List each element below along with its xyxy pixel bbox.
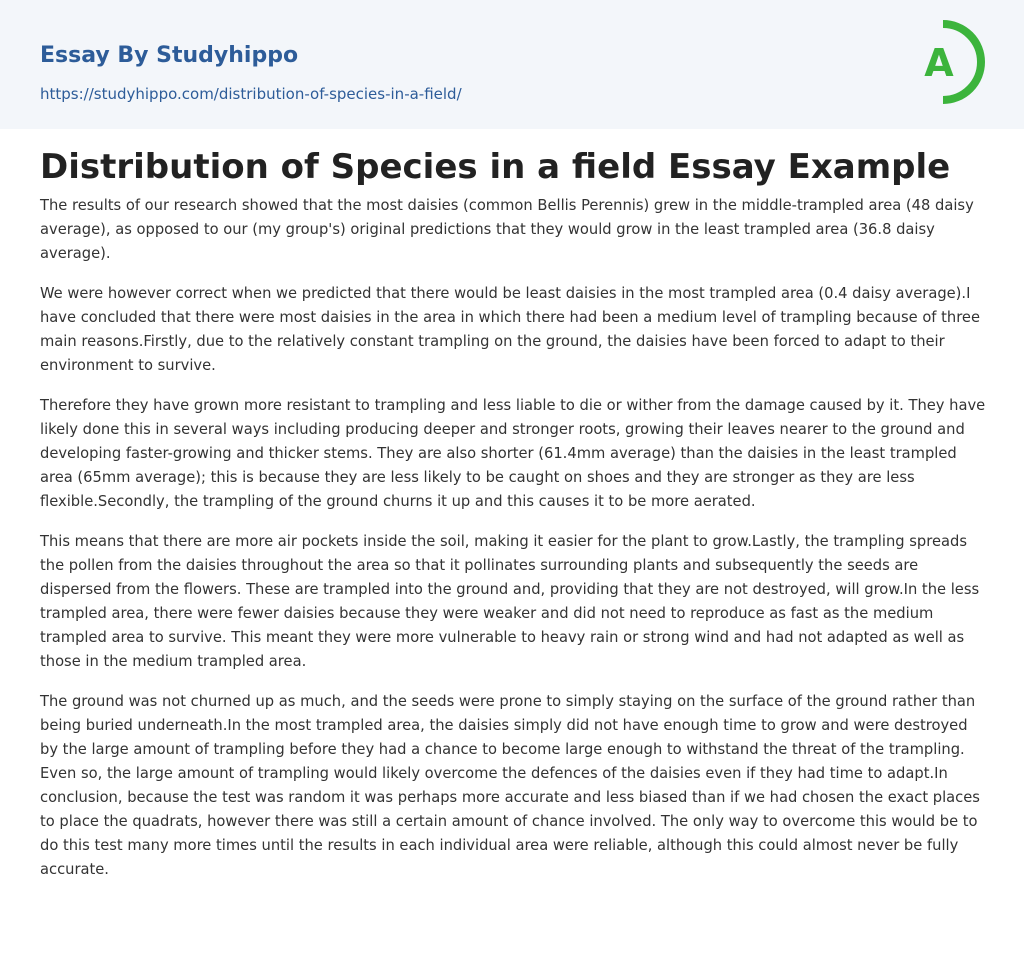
essay-paragraph: The results of our research showed that the most daisies (common Bellis Perennis) grew in the middle-trampled area (48 daisy average), as opposed to our (my group's) original predictions that they would grow in the least trampled area (36.8 daisy average). bbox=[40, 197, 974, 262]
essay-title: Distribution of Species in a field Essay Example bbox=[40, 147, 951, 187]
essay-paragraph: Therefore they have grown more resistant to trampling and less liable to die or wither from the damage caused by it. They have likely done this in several ways including producing deeper and stronger roots, growing their leaves nearer to the ground and developing faster-growing and thicker stems. They are also shorter (61.4mm average) than the daisies in the least trampled area (65mm average); this is because they are less likely to be caught on shoes and they are stronger as they are less flexible.Secondly, the trampling of the ground churns it up and this causes it to be more aerated. bbox=[40, 397, 986, 510]
essay-paragraph: This means that there are more air pockets inside the soil, making it easier for the plant to grow.Lastly, the trampling spreads the pollen from the daisies throughout the area so that it pollinates surrounding plants and subsequently the seeds are dispersed from the flowers. These are trampled into the ground and, providing that they are not destroyed, will grow.In the less trampled area, there were fewer daisies because they were weaker and did not need to reproduce as fast as the medium trampled area to survive. This meant they were more vulnerable to heavy rain or strong wind and had not adapted as well as those in the medium trampled area. bbox=[40, 533, 980, 670]
logo-letter: A bbox=[924, 41, 954, 85]
brand-title: Essay By Studyhippo bbox=[40, 43, 299, 68]
essay-paragraph: We were however correct when we predicted that there would be least daisies in the most trampled area (0.4 daisy average).I have concluded that there were most daisies in the area in which there had been a medium level of trampling because of three main reasons.Firstly, due to the relatively constant trampling on the ground, the daisies have been forced to adapt to their environment to survive. bbox=[40, 285, 981, 374]
essay-body bbox=[40, 194, 986, 898]
studyhippo-logo-icon[interactable] bbox=[910, 18, 988, 106]
site-header bbox=[0, 0, 1024, 129]
source-url-link[interactable]: https://studyhippo.com/distribution-of-species-in-a-field/ bbox=[40, 85, 462, 103]
essay-paragraph: The ground was not churned up as much, and the seeds were prone to simply staying on the surface of the ground rather than being buried underneath.In the most trampled area, the daisies simply did not have enough time to grow and were destroyed by the large amount of trampling before they had a chance to become large enough to withstand the threat of the trampling. Even so, the large amount of trampling would likely overcome the defences of the daisies even if they had time to adapt.In conclusion, because the test was random it was perhaps more accurate and less biased than if we had chosen the exact places to place the quadrats, however there was still a certain amount of chance involved. The only way to overcome this would be to do this test many more times until the results in each individual area were reliable, although this could almost never be fully accurate. bbox=[40, 693, 980, 878]
